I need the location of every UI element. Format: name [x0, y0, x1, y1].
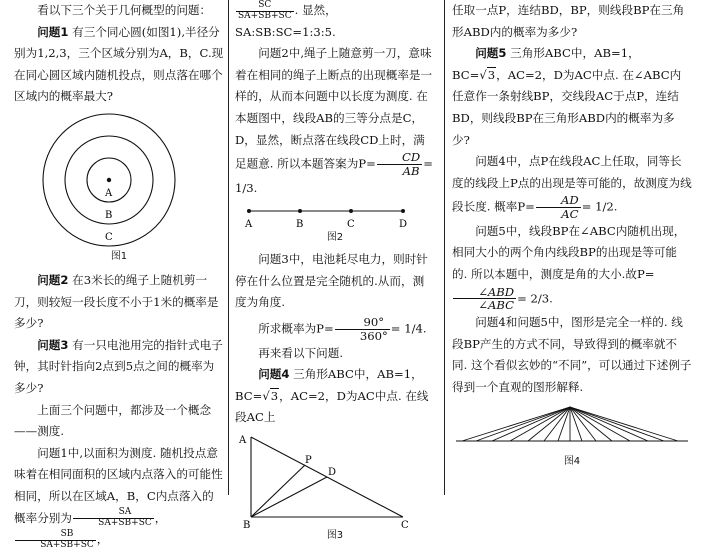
- vertex-a-label: A: [239, 434, 247, 446]
- figure-2: [235, 205, 435, 245]
- point-c-label: C: [347, 219, 355, 231]
- problem-1-solution-text: 问题1中,以面积为测度. 随机投点意味着在相同面积的区域内点落入的可能性相同，所以在区域A，B，C内点落入的概率分别为: [14, 445, 223, 525]
- problem-4-label: 问题4: [258, 367, 290, 382]
- region-b-label: B: [105, 209, 113, 221]
- region-c-label: C: [105, 231, 113, 243]
- fraction-360-denominator: 360°: [359, 328, 388, 343]
- ray: [492, 407, 570, 441]
- ray: [570, 407, 664, 441]
- ray: [570, 407, 630, 441]
- comma: ，: [154, 510, 167, 525]
- comma: ，: [96, 532, 109, 547]
- half-result: = 1/2.: [581, 199, 618, 214]
- problem-5-text-b: ，AC=2，D为AC中点. 在∠ABC内任意作一条射线BP，交线段AC于点P，连结BD，则线段BP在三角形ABD内的概率为多少?: [452, 67, 682, 147]
- ratio-line: $\frac{SC}{SA+SB+SC}$ . 显然，SA:SB:SC=1:3:5.: [235, 0, 337, 39]
- fraction-sb-numerator: SB: [15, 530, 96, 541]
- fraction-sc-numerator: SC: [236, 1, 294, 12]
- segment-bp: [251, 465, 305, 517]
- problem-4-continued: 任取一点P，连结BD，BP，则线段BP在三角形ABD内的概率为多少?: [452, 3, 685, 39]
- problem-3: [14, 335, 224, 400]
- point-d-dot: [349, 209, 353, 213]
- column-1: [14, 0, 224, 551]
- one-quarter-result: = 1/4.: [390, 321, 427, 336]
- problem-1-text: 有三个同心圆(如图1),半径分别为1,2,3，三个区域分别为A，B，C.现在同心圆区域内随机投点，则点落在哪个区域内的概率最大?: [14, 24, 224, 104]
- fraction-abd-numerator: ∠ABD: [453, 286, 516, 300]
- two-thirds-result: = 2/3.: [517, 290, 553, 305]
- ray-fan: [462, 407, 678, 441]
- problem-2-text: 在3米长的绳子上随机剪一刀，则较短一段长度不小于1米的概率是多少?: [14, 272, 219, 331]
- figure-1-caption: 图1: [110, 250, 128, 262]
- point-a-label: A: [245, 219, 253, 231]
- problem-4-solution-text: 问题4中，点P在线段AC上任取，同等长度的线段上P点的出现是等可能的，故测度为线段长度. 概率P=: [452, 154, 692, 214]
- figure-3-caption: 图3: [326, 529, 344, 541]
- ray: [570, 407, 648, 441]
- one-third-result: = 1/3.: [235, 156, 433, 195]
- concentric-circles-diagram: [14, 112, 224, 250]
- vertex-b-label: B: [243, 519, 251, 529]
- vertex-c-label: C: [401, 519, 409, 529]
- problem-4-solution: [452, 151, 692, 221]
- problem-5-solution-text: 问题5中，线段BP在∠ABC内随机出现，相同大小的两个角内线段BP的出现是等可能的. 所以本题中，测度是角的大小.故P=: [452, 223, 686, 282]
- region-a-label: A: [105, 187, 113, 199]
- problem-3-solution: 问题3中，电池耗尽电力，则时针停在什么位置是完全随机的.从而，测度为角度.: [235, 252, 428, 310]
- sqrt-3: 3: [487, 67, 496, 82]
- point-b-label: B: [296, 219, 304, 231]
- problem-4-text-a: 三角形ABC中，AB=1，BC=: [235, 367, 423, 403]
- point-b-dot: [401, 209, 405, 213]
- ray-fan-diagram: [452, 405, 692, 455]
- fraction-90-numerator: 90°: [335, 316, 390, 330]
- problem-5-label: 问题5: [475, 46, 507, 61]
- measure-paragraph: 上面三个问题中，都涉及一个概念——测度.: [14, 402, 212, 439]
- figure-4-caption: 图4: [563, 455, 581, 467]
- fraction-sb: [15, 530, 96, 551]
- figure-1: [14, 112, 224, 264]
- probability-quarter: [235, 316, 435, 343]
- problem-1-solution: [14, 443, 224, 551]
- ray: [476, 407, 570, 441]
- intro-paragraph: 看以下三个关于几何概型的问题：: [37, 3, 212, 17]
- figure-2-caption: 图2: [326, 232, 344, 244]
- fraction-cd-numerator: CD: [377, 151, 422, 165]
- fraction-sc: [236, 1, 294, 22]
- problem-5-solution: [452, 221, 692, 312]
- problem-1: [14, 22, 224, 108]
- problem-5-text-a: 三角形ABC中，AB=1，BC=: [452, 46, 640, 82]
- fraction-ad-ac: [536, 194, 581, 221]
- center-dot: [107, 178, 111, 182]
- problem-2-solution: [235, 43, 435, 199]
- fraction-abc-denominator: ∠ABC: [478, 298, 514, 313]
- problem-2-label: 问题2: [37, 272, 69, 287]
- column-2: [235, 0, 435, 543]
- column-divider-1: [228, 0, 229, 495]
- ray: [462, 407, 570, 441]
- fraction-90-360: [335, 316, 390, 343]
- ray: [510, 407, 570, 441]
- next-problems-text: 再来看以下问题.: [258, 345, 344, 360]
- problem-3-text: 有一只电池用完的指针式电子钟，其时针指向2点到5点之间的概率为多少?: [14, 337, 223, 395]
- point-a-dot: [247, 209, 251, 213]
- fraction-sa-denominator: SA+SB+SC: [98, 518, 152, 528]
- sqrt-3: 3: [270, 388, 279, 403]
- segment-bd: [251, 477, 327, 517]
- point-p-label: P: [305, 454, 312, 466]
- fraction-ab-denominator: AB: [402, 163, 420, 178]
- problem-3-label: 问题3: [37, 337, 69, 352]
- ray: [570, 407, 678, 441]
- point-d-label: D: [399, 219, 408, 231]
- segment-diagram: [235, 205, 435, 231]
- ratio-text: 显然，SA:SB:SC=1:3:5.: [235, 3, 337, 39]
- fraction-sc-denominator: SA+SB+SC: [238, 10, 292, 21]
- fraction-ad-numerator: AD: [536, 194, 581, 208]
- problem-4-text-b: ，AC=2，D为AC中点. 在线段AC上: [235, 388, 429, 425]
- figure-3: [235, 433, 435, 543]
- fraction-abd-abc: [453, 286, 516, 313]
- triangle-diagram: [235, 433, 435, 529]
- probability-prefix: 所求概率为P=: [258, 321, 334, 336]
- problem-2-solution-text: 问题2中,绳子上随意剪一刀，意味着在相同的绳子上断点的出现概率是一样的，从而本问题中以长度为测度. 在本题图中，线段AB的三等分点是C，D，显然，断点落在线段CD上时，满足题意. 所以本题答案为P=: [235, 46, 433, 171]
- problem-2: [14, 270, 224, 335]
- comparison-paragraph: 问题4和问题5中，图形是完全一样的. 线段BP产生的方式不同，导致得到的概率就不同. 这个看似玄妙的“不同”，可以通过下述例子得到一个直观的图形解释.: [452, 315, 692, 394]
- fraction-cd-ab: [377, 151, 422, 178]
- point-c-dot: [298, 209, 302, 213]
- column-3: [452, 0, 692, 469]
- problem-5: 问题5 三角形ABC中，AB=1，BC=√3，AC=2，D为AC中点. 在∠ABC内任意作一条射线BP，交线段AC于点P，连结BD，则线段BP在三角形ABD内的概率为多少?: [452, 46, 682, 147]
- fraction-sb-denominator: SA+SB+SC: [40, 539, 94, 550]
- problem-4: 问题4 三角形ABC中，AB=1，BC=√3，AC=2，D为AC中点. 在线段AC上: [235, 367, 429, 425]
- fraction-sa: [73, 508, 154, 529]
- column-divider-2: [444, 0, 445, 495]
- fraction-sa-numerator: SA: [73, 508, 154, 519]
- figure-4: [452, 405, 692, 469]
- fraction-ac-denominator: AC: [561, 207, 579, 222]
- problem-1-label: 问题1: [37, 24, 69, 39]
- point-d-label: D: [328, 466, 337, 478]
